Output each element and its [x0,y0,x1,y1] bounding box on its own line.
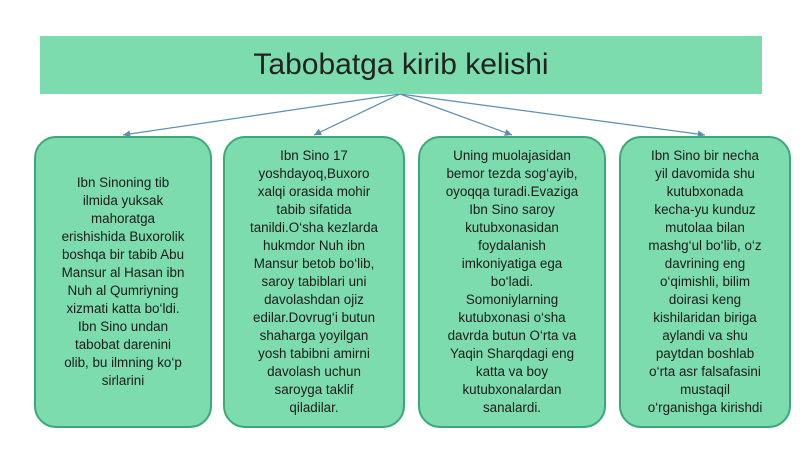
connector-to-box-3 [400,94,512,135]
text-line: Ibn Sino saroy [469,202,555,218]
info-box-1-text [62,174,185,389]
text-line: tanildi.O‘sha kezlarda [249,220,379,236]
text-line: xalqi orasida mohir [257,184,371,200]
text-line: saroy tabiblari uni [261,274,367,290]
text-line: doirasi keng [668,291,742,307]
text-line: sirlarini [101,372,145,388]
text-line: imkoniyatiga ega [461,256,563,272]
text-line: kecha-yu kunduz [654,202,756,218]
text-line: bemor tezda sog‘ayib, [446,166,578,182]
text-line: Mansur al Hasan ibn [61,265,185,281]
info-box-2 [223,136,405,428]
text-line: davrining eng [664,256,746,272]
text-line: shaharga yoyilgan [259,327,369,343]
info-box-3 [418,136,606,428]
text-line: Ibn Sinoning tib [76,175,170,191]
text-line: Ibn Sino 17 [280,148,348,164]
text-line: kutubxonalardan [462,381,562,397]
text-line: ilmida yuksak [82,193,164,209]
text-line: o‘rganishga kirishdi [647,399,763,415]
text-line: sanalardi. [482,399,542,415]
text-line: katta va boy [475,363,549,379]
text-line: xizmati katta bo‘ldi. [66,300,180,316]
text-line: Uning muolajasidan [453,148,571,164]
text-line: tabobat darenini [74,336,172,352]
text-line: davolash uchun [267,363,361,379]
text-line: mashg‘ul bo‘lib, o‘z [648,238,762,254]
text-line: olib, bu ilmning ko‘p [64,354,182,370]
info-box-3-text [446,147,579,416]
text-line: o‘qimishli, bilim [659,274,751,290]
title-box [40,36,762,94]
text-line: Yaqin Sharqdagi eng [449,345,575,361]
text-line: erishishida Buxorolik [61,229,185,245]
text-line: boshqa bir tabib Abu [61,247,185,263]
text-line: aylandi va shu [662,327,748,343]
text-line: Ibn Sino undan [77,318,169,334]
info-box-1 [34,136,212,428]
info-box-4 [619,136,791,428]
info-box-4-text [648,147,763,416]
connector-to-box-2 [314,94,400,135]
text-line: yosh tabibni amirni [258,345,370,361]
text-line: o‘rta asr falsafasini [649,363,761,379]
text-line: hukmdor Nuh ibn [263,238,365,254]
text-line: Mansur betob bo‘lib, [253,256,375,272]
text-line: kutubxonasidan [465,220,559,236]
connector-to-box-4 [400,94,705,135]
text-line: Ibn Sino bir necha [651,148,759,164]
text-line: mahoratga [90,211,156,227]
text-line: oyoqqa turadi.Evaziga [445,184,579,200]
text-line: Somoniylarning [465,291,559,307]
connector-to-box-1 [123,94,400,135]
text-line: Nuh al Qumriyning [67,283,179,298]
text-line: edilar.Dovrug‘i butun [252,309,376,325]
text-line: kishilaridan biriga [653,309,757,325]
text-line: yil davomida shu [655,166,755,182]
text-line: paytdan boshlab [655,345,755,361]
text-line: yoshdayoq,Buxoro [258,166,370,182]
text-line: bo‘ladi. [490,274,534,290]
text-line: foydalanish [478,238,546,254]
diagram-title: Tabobatga kirib kelishi [253,48,549,81]
text-line: mutolaa bilan [665,220,745,236]
text-line: kutubxonasi o‘sha [458,309,566,325]
text-line: kutubxonada [666,184,744,200]
text-line: davolashdan ojiz [264,291,364,307]
text-line: tabib sifatida [276,202,352,218]
text-line: davrda butun O‘rta va [447,327,577,343]
text-line: qiladilar. [289,399,339,415]
info-box-2-text [250,147,378,416]
text-line: mustaqil [680,381,730,397]
text-line: saroyga taklif [274,381,354,397]
